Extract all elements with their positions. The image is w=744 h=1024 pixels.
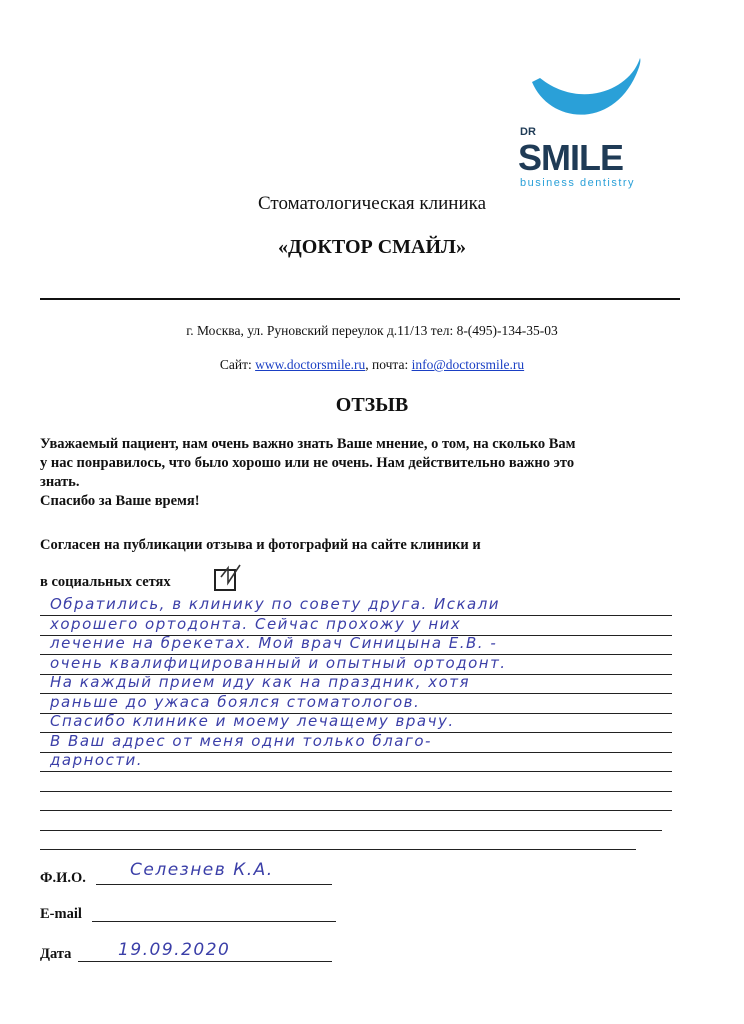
site-label: Сайт: — [219, 357, 252, 372]
intro-line: у нас понравилось, что было хорошо или не очень. Нам действительно важно это — [40, 455, 575, 471]
review-text-line: раньше до ужаса боялся стоматологов. — [50, 692, 421, 711]
dr-smile-logo — [510, 30, 685, 190]
review-rule-line — [40, 810, 672, 811]
email-label: E-mail — [40, 906, 82, 922]
date-label: Дата — [40, 946, 72, 962]
review-text-line: лечение на брекетах. Мой врач Синицына Е.В. - — [50, 634, 498, 652]
logo-prefix: DR — [520, 126, 536, 138]
clinic-address: г. Москва, ул. Руновский переулок д.11/13 тел: 8-(495)-134-35-03 — [186, 323, 558, 338]
review-text-line: Обратились, в клинику по совету друга. Искали — [50, 595, 501, 613]
review-rule-line — [40, 771, 672, 772]
mail-link[interactable]: info@doctorsmile.ru — [411, 357, 525, 372]
fio-line — [96, 884, 332, 885]
smile-arc-icon — [532, 58, 640, 115]
logo-tagline: business dentistry — [520, 177, 636, 189]
fio-label: Ф.И.О. — [40, 870, 86, 886]
date-line — [78, 961, 332, 962]
review-text-line: Спасибо клинике и моему лечащему врачу. — [50, 712, 455, 730]
intro-thanks: Спасибо за Ваше время! — [40, 493, 200, 509]
clinic-contacts — [0, 357, 744, 373]
review-text-line: На каждый прием иду как на праздник, хотя — [50, 673, 471, 691]
review-text-line: В Ваш адрес от меня одни только благо- — [50, 731, 432, 750]
checkmark-icon — [218, 563, 242, 587]
clinic-type: Стоматологическая клиника — [257, 193, 487, 214]
fio-value[interactable]: Селезнев К.А. — [130, 860, 274, 880]
review-text-line: дарности. — [50, 751, 144, 769]
consent-text-cont: в социальных сетях — [40, 574, 171, 590]
review-rule-line — [40, 849, 636, 850]
review-text-line: очень квалифицированный и опытный ортодонт. — [50, 653, 507, 672]
clinic-name: «ДОКТОР СМАЙЛ» — [278, 236, 466, 258]
intro-line: знать. — [40, 474, 80, 490]
form-title: ОТЗЫВ — [335, 394, 409, 416]
email-line — [92, 921, 336, 922]
intro-line: Уважаемый пациент, нам очень важно знать Ваше мнение, о том, на сколько Вам — [40, 436, 576, 452]
mail-label: , почта: — [365, 357, 409, 372]
site-link[interactable]: www.doctorsmile.ru — [255, 357, 366, 372]
logo-brand: SMILE — [518, 137, 624, 178]
header-divider — [40, 298, 680, 300]
review-rule-line — [40, 791, 672, 792]
consent-text: Согласен на публикации отзыва и фотографий на сайте клиники и — [40, 537, 481, 553]
date-value[interactable]: 19.09.2020 — [118, 940, 231, 960]
consent-checkbox[interactable] — [214, 569, 236, 591]
review-text-line: хорошего ортодонта. Сейчас прохожу у них — [50, 614, 462, 633]
intro-text — [40, 435, 700, 511]
review-rule-line — [40, 830, 662, 831]
